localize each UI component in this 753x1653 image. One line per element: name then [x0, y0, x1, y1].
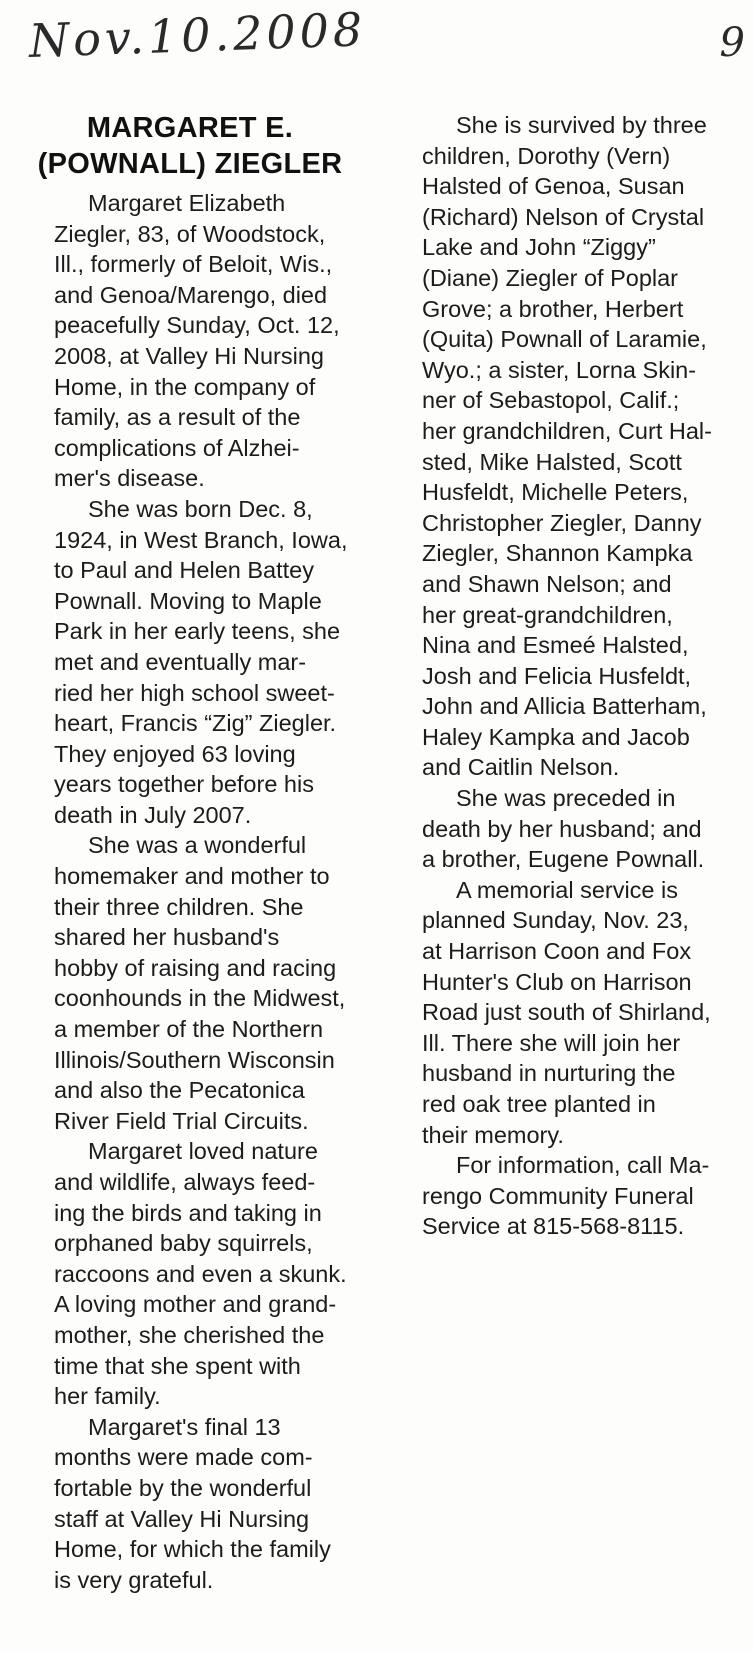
- paragraph: [20, 830, 360, 1136]
- text-line: She is survived by three: [456, 112, 707, 138]
- text-line: Pownall. Moving to Maple: [54, 587, 322, 614]
- text-line: fortable by the wonderful: [54, 1474, 312, 1501]
- paragraph: [20, 494, 360, 831]
- text-line: 1924, in West Branch, Iowa,: [54, 526, 348, 553]
- text-line: Josh and Felicia Husfeldt,: [422, 662, 692, 689]
- text-line: A loving mother and grand-: [54, 1291, 337, 1318]
- text-line: Margaret Elizabeth: [88, 190, 286, 216]
- paragraph: [388, 783, 728, 875]
- text-line: peacefully Sunday, Oct. 12,: [54, 312, 340, 339]
- paragraph: [388, 875, 728, 1150]
- text-line: death in July 2007.: [54, 801, 252, 828]
- text-line: A memorial service is: [456, 876, 678, 903]
- text-line: mother, she cherished the: [54, 1321, 325, 1348]
- text-line: Haley Kampka and Jacob: [422, 723, 690, 750]
- paragraph: [20, 188, 360, 494]
- text-line: and Shawn Nelson; and: [422, 570, 672, 597]
- text-line: coonhounds in the Midwest,: [54, 985, 346, 1012]
- headline-line-2: (POWNALL) ZIEGLER: [37, 148, 343, 180]
- text-line: and Genoa/Marengo, died: [54, 281, 328, 308]
- text-line: Grove; a brother, Herbert: [422, 295, 684, 322]
- handwritten-date: Nov.10.2008: [28, 2, 368, 68]
- text-line: time that she spent with: [54, 1352, 301, 1379]
- text-line: Ziegler, 83, of Woodstock,: [54, 220, 326, 247]
- text-line: a member of the Northern: [54, 1016, 324, 1043]
- text-line: her family.: [54, 1383, 161, 1410]
- text-line: hobby of raising and racing: [54, 954, 337, 981]
- text-line: Margaret's final 13: [88, 1413, 281, 1440]
- text-line: (Diane) Ziegler of Poplar: [422, 264, 678, 291]
- text-line: her grandchildren, Curt Hal-: [422, 417, 712, 444]
- text-line: to Paul and Helen Battey: [54, 557, 314, 584]
- text-line: She was a wonderful: [88, 832, 307, 859]
- text-line: Hunter's Club on Harrison: [422, 968, 692, 995]
- text-line: Service at 815-568-8115.: [422, 1213, 685, 1240]
- text-line: is very grateful.: [54, 1566, 214, 1593]
- right-column: [388, 110, 728, 1242]
- text-line: their three children. She: [54, 893, 304, 920]
- paragraph: [20, 1136, 360, 1411]
- paragraph: [388, 110, 728, 783]
- corner-handwritten-mark: 9: [719, 20, 745, 66]
- text-line: and Caitlin Nelson.: [422, 754, 620, 781]
- left-column-body: [20, 188, 360, 1595]
- text-line: Nina and Esmeé Halsted,: [422, 632, 689, 659]
- text-line: Lake and John “Ziggy”: [422, 234, 656, 261]
- text-line: staff at Valley Hi Nursing: [54, 1505, 310, 1532]
- text-line: raccoons and even a skunk.: [54, 1260, 347, 1287]
- text-line: Margaret loved nature: [88, 1138, 318, 1165]
- text-line: children, Dorothy (Vern): [422, 142, 671, 169]
- text-line: husband in nurturing the: [422, 1060, 676, 1087]
- text-line: John and Allicia Batterham,: [422, 693, 707, 720]
- text-line: met and eventually mar-: [54, 648, 307, 675]
- text-line: at Harrison Coon and Fox: [422, 938, 692, 965]
- left-column: [20, 110, 360, 1595]
- paragraph: [20, 1412, 360, 1596]
- text-line: (Richard) Nelson of Crystal: [422, 203, 705, 230]
- text-line: months were made com-: [54, 1444, 313, 1471]
- text-line: River Field Trial Circuits.: [54, 1107, 309, 1134]
- text-line: shared her husband's: [54, 924, 280, 951]
- text-line: (Quita) Pownall of Laramie,: [422, 326, 707, 353]
- text-line: heart, Francis “Zig” Ziegler.: [54, 710, 337, 737]
- text-line: Halsted of Genoa, Susan: [422, 173, 685, 200]
- text-line: Ziegler, Shannon Kampka: [422, 540, 693, 567]
- headline-line-1: MARGARET E.: [86, 112, 294, 144]
- text-line: a brother, Eugene Pownall.: [422, 846, 705, 873]
- text-line: ner of Sebastopol, Calif.;: [422, 387, 680, 414]
- right-column-body: [388, 110, 728, 1242]
- text-line: sted, Mike Halsted, Scott: [422, 448, 682, 475]
- text-line: rengo Community Funeral: [422, 1182, 694, 1209]
- text-line: her great-grandchildren,: [422, 601, 673, 628]
- text-line: Wyo.; a sister, Lorna Skin-: [422, 356, 697, 383]
- text-line: homemaker and mother to: [54, 863, 330, 890]
- text-line: For information, call Ma-: [456, 1152, 710, 1179]
- text-line: Christopher Ziegler, Danny: [422, 509, 702, 536]
- text-line: Ill., formerly of Beloit, Wis.,: [54, 251, 333, 278]
- text-line: years together before his: [54, 771, 314, 798]
- text-line: They enjoyed 63 loving: [54, 740, 296, 767]
- text-line: Home, in the company of: [54, 373, 316, 400]
- text-line: Illinois/Southern Wisconsin: [54, 1046, 335, 1073]
- text-line: Ill. There she will join her: [422, 1029, 681, 1056]
- text-line: and wildlife, always feed-: [54, 1169, 316, 1195]
- text-line: 2008, at Valley Hi Nursing: [54, 342, 324, 369]
- text-line: ing the birds and taking in: [54, 1199, 322, 1226]
- paragraph: [388, 1150, 728, 1242]
- text-line: She was preceded in: [456, 785, 676, 812]
- text-line: red oak tree planted in: [422, 1091, 656, 1117]
- text-line: ried her high school sweet-: [54, 679, 335, 706]
- text-line: Park in her early teens, she: [54, 618, 341, 645]
- text-line: planned Sunday, Nov. 23,: [422, 907, 689, 934]
- text-line: mer's disease.: [54, 465, 205, 492]
- text-line: death by her husband; and: [422, 815, 702, 842]
- text-line: family, as a result of the: [54, 404, 301, 431]
- text-line: their memory.: [422, 1121, 564, 1148]
- obituary-headline: [20, 110, 360, 182]
- text-line: complications of Alzhei-: [54, 434, 300, 461]
- text-line: She was born Dec. 8,: [88, 495, 313, 522]
- text-line: orphaned baby squirrels,: [54, 1230, 313, 1257]
- text-line: Road just south of Shirland,: [422, 999, 711, 1026]
- text-line: Husfeldt, Michelle Peters,: [422, 479, 689, 506]
- text-line: Home, for which the family: [54, 1536, 331, 1563]
- text-line: and also the Pecatonica: [54, 1077, 305, 1104]
